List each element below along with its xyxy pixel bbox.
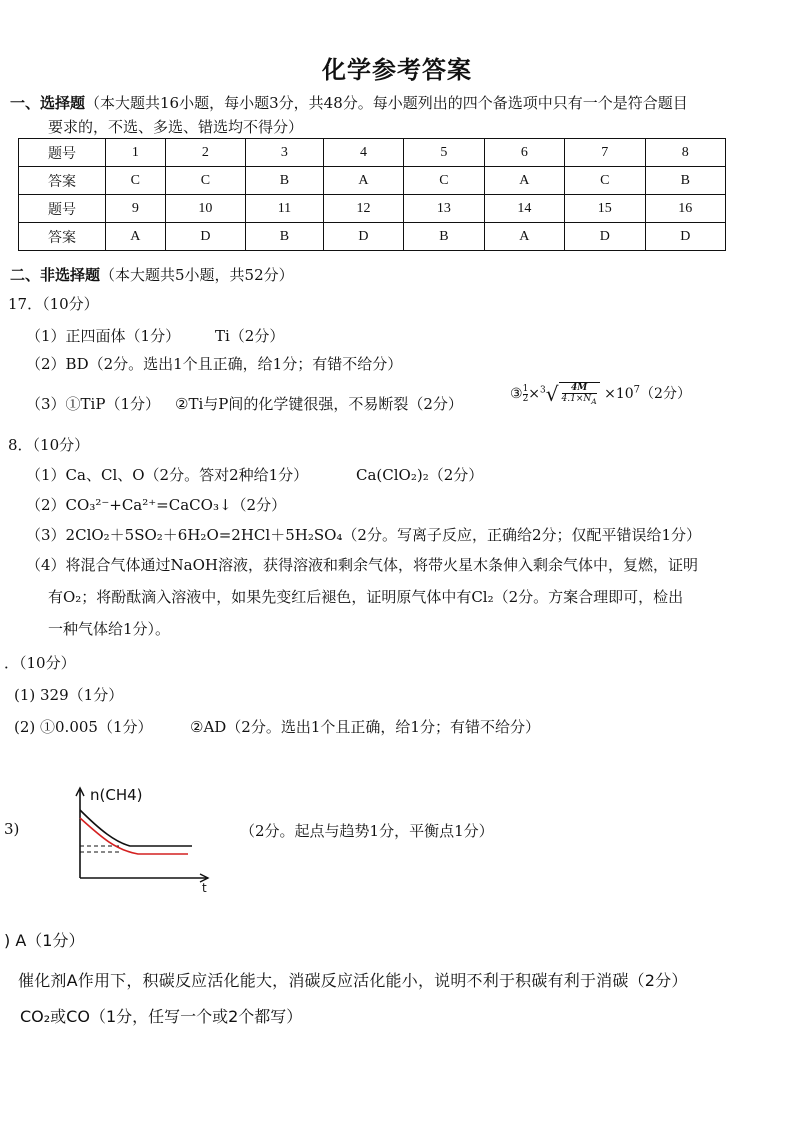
n-ch4-time-graph [60, 780, 230, 895]
table-row [19, 139, 726, 167]
q18-part1-answer-b: Ca(ClO₂)₂（2分） [356, 466, 484, 484]
table-cell: A [323, 167, 403, 195]
radical-sign-icon: √ [545, 382, 559, 406]
part2-desc: （本大题共5小题，共52分） [100, 266, 294, 284]
table-cell: 11 [246, 195, 324, 223]
q18-part1-answer: （1）Ca、Cl、O（2分。答对2种给1分） [26, 466, 309, 484]
table-cell: D [165, 223, 245, 251]
q18-part4-answer-1: （4）将混合气体通过NaOH溶液，获得溶液和剩余气体，将带火星木条伸入剩余气体中，复燃，证明 [26, 556, 698, 574]
table-cell: 4 [323, 139, 403, 167]
radicand-numerator: 4M [562, 383, 597, 394]
q18-part4-answer-3: 一种气体给1分）。 [48, 620, 171, 638]
table-cell: 8 [645, 139, 725, 167]
graph-black-curve [80, 810, 192, 846]
q19-part3-note: （2分。起点与趋势1分，平衡点1分） [240, 822, 494, 840]
q19-part6-answer: CO₂或CO（1分，任写一个或2个都写） [20, 1007, 303, 1026]
graph-x-label: t [202, 881, 207, 895]
q19-part3-label: 3) [4, 820, 20, 838]
table-cell: D [323, 223, 403, 251]
table-cell: C [106, 167, 166, 195]
q17-part1-answer-b: Ti（2分） [215, 327, 285, 345]
q19-part2-answer-b: ②AD（2分。选出1个且正确，给1分；有错不给分） [190, 718, 540, 736]
radicand-subscript: A [591, 396, 597, 406]
q19-part2-answer-a: (2) ①0.005（1分） [14, 718, 153, 736]
table-cell: B [246, 223, 324, 251]
table-cell: D [645, 223, 725, 251]
table-row [19, 223, 726, 251]
q19-part4-answer: ) A（1分） [4, 931, 85, 950]
q19-part5-answer: 催化剂A作用下，积碳反应活化能大，消碳反应活化能小，说明不利于积碳有利于消碳（2分） [18, 971, 688, 990]
power-base: ×10 [604, 386, 634, 402]
part1-desc-1: （本大题共16小题，每小题3分，共48分。每小题列出的四个备选项中只有一个是符合题目 [85, 94, 688, 112]
table-cell: 6 [484, 139, 564, 167]
q18-heading: 8．（10分） [8, 436, 90, 454]
table-cell: 14 [484, 195, 564, 223]
table-cell: A [484, 223, 564, 251]
table-cell: 13 [404, 195, 484, 223]
table-cell: 15 [565, 195, 645, 223]
q17-part3-formula [510, 382, 691, 406]
q18-part4-answer-2: 有O₂；将酚酞滴入溶液中，如果先变红后褪色，证明原气体中有Cl₂（2分。方案合理即可，检出 [48, 588, 684, 606]
table-cell: C [404, 167, 484, 195]
q19-heading: ．（10分） [4, 654, 76, 672]
q19-part1-answer: (1) 329（1分） [14, 686, 124, 704]
table-cell: B [404, 223, 484, 251]
root-radicand [559, 382, 600, 406]
root-index: 3 [540, 385, 546, 396]
graph-red-curve [80, 818, 188, 854]
table-cell: A [106, 223, 166, 251]
radicand-denominator [562, 394, 597, 406]
graph-y-label: n(CH4) [90, 786, 143, 804]
q17-heading: 17．（10分） [8, 295, 99, 313]
table-cell: C [165, 167, 245, 195]
part2-heading-line [10, 264, 294, 285]
row-label-answer: 答案 [19, 223, 106, 251]
part1-heading: 一、选择题 [10, 94, 86, 112]
part2-heading: 二、非选择题 [10, 266, 101, 284]
q17-part3-answer-b: ②Ti与P间的化学键很强，不易断裂（2分） [175, 395, 463, 413]
table-cell: 7 [565, 139, 645, 167]
table-cell: B [246, 167, 324, 195]
row-label-question: 题号 [19, 195, 106, 223]
table-cell: B [645, 167, 725, 195]
row-label-question: 题号 [19, 139, 106, 167]
table-row [19, 195, 726, 223]
table-cell: 3 [246, 139, 324, 167]
q17-part3-answer-a: （3）①TiP（1分） [26, 395, 160, 413]
times-sign: × [528, 386, 541, 402]
table-cell: C [565, 167, 645, 195]
answer-table [18, 138, 726, 251]
part1-desc-2: 要求的，不选、多选、错选均不得分） [48, 118, 304, 136]
circled-3: ③ [510, 386, 523, 402]
table-cell: 16 [645, 195, 725, 223]
table-cell: 2 [165, 139, 245, 167]
table-cell: A [484, 167, 564, 195]
q18-part3-answer: （3）2ClO₂＋5SO₂＋6H₂O=2HCl＋5H₂SO₄（2分。写离子反应，正确给2分；仅配平错误给1分） [26, 526, 702, 544]
radicand-denominator-text: 4.1×N [561, 394, 592, 405]
page-title: 化学参考答案 [322, 56, 472, 84]
table-cell: 5 [404, 139, 484, 167]
part1-heading-line [10, 92, 688, 113]
q17-part1-answer: （1）正四面体（1分） [26, 327, 181, 345]
table-cell: 10 [165, 195, 245, 223]
fraction-denominator: 2 [522, 393, 529, 404]
q18-part2-answer: （2）CO₃²⁻+Ca²⁺=CaCO₃↓（2分） [26, 496, 287, 514]
table-cell: 12 [323, 195, 403, 223]
fraction-numerator: 1 [522, 383, 529, 394]
power-exponent: 7 [633, 384, 641, 396]
table-cell: D [565, 223, 645, 251]
table-cell: 1 [106, 139, 166, 167]
table-cell: 9 [106, 195, 166, 223]
q17-part2-answer: （2）BD（2分。选出1个且正确，给1分；有错不给分） [26, 355, 403, 373]
row-label-answer: 答案 [19, 167, 106, 195]
formula-score: （2分） [640, 386, 691, 402]
table-row [19, 167, 726, 195]
